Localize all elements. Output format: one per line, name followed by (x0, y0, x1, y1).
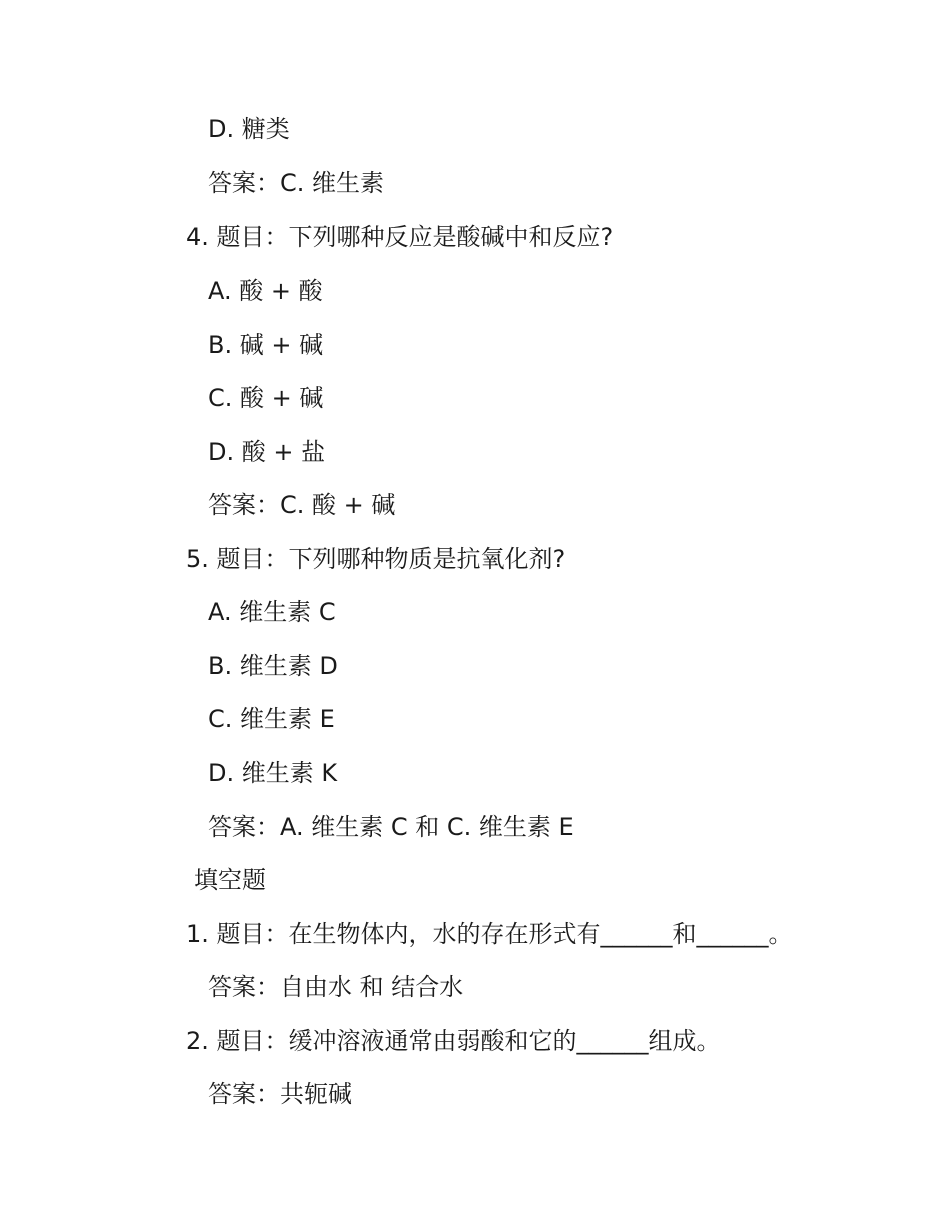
fill-question-1: 1. 题目：在生物体内，水的存在形式有______和______。 (186, 920, 793, 948)
fill-answer-2: 答案：共轭碱 (208, 1080, 352, 1108)
fill-question-2: 2. 题目：缓冲溶液通常由弱酸和它的______组成。 (186, 1027, 721, 1055)
section-title-fill-in: 填空题 (194, 866, 266, 894)
option-5a: A. 维生素 C (208, 598, 336, 626)
option-4c: C. 酸 + 碱 (208, 384, 324, 412)
option-4b: B. 碱 + 碱 (208, 331, 324, 359)
option-5b: B. 维生素 D (208, 652, 338, 680)
option-4d: D. 酸 + 盐 (208, 438, 326, 466)
option-5c: C. 维生素 E (208, 705, 335, 733)
answer-q3: 答案：C. 维生素 (208, 169, 385, 197)
answer-q5: 答案：A. 维生素 C 和 C. 维生素 E (208, 813, 574, 841)
option-d-sugar: D. 糖类 (208, 115, 290, 143)
question-4: 4. 题目：下列哪种反应是酸碱中和反应? (186, 223, 614, 251)
fill-answer-1: 答案：自由水 和 结合水 (208, 973, 464, 1001)
option-4a: A. 酸 + 酸 (208, 277, 323, 305)
option-5d: D. 维生素 K (208, 759, 338, 787)
question-5: 5. 题目：下列哪种物质是抗氧化剂? (186, 545, 566, 573)
answer-q4: 答案：C. 酸 + 碱 (208, 491, 396, 519)
